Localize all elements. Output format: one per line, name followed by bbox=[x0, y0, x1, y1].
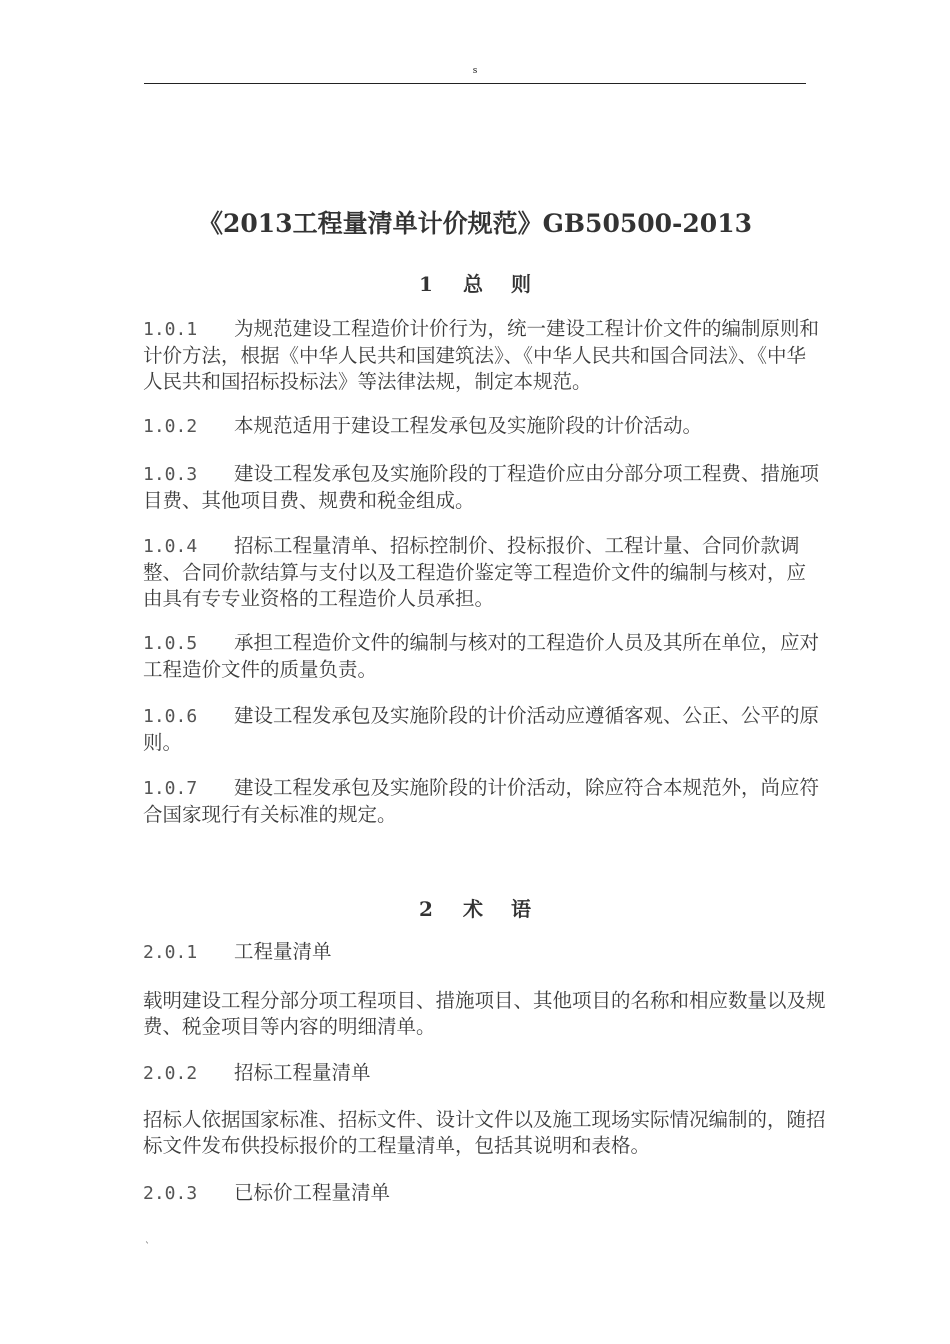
term-name: 已标价工程量清单 bbox=[234, 1181, 391, 1204]
chapter-name: 总则 bbox=[462, 272, 559, 296]
term-name: 工程量清单 bbox=[234, 940, 332, 963]
clause-number: 1.0.6 bbox=[143, 706, 198, 727]
term-definition: 载明建设工程分部分项工程项目、措施项目、其他项目的名称和相应数量以及规费、税金项目等内容的明细清单。 bbox=[143, 989, 826, 1038]
clause-text: 为规范建设工程造价计价行为，统一建设工程计价文件的编制原则和计价方法，根据《中华人民共和国建筑法》、《中华人民共和国合同法》、《中华人民共和国招标投标法》等法律法规，制定本规范。 bbox=[143, 317, 820, 393]
term-2-0-2 bbox=[143, 1060, 823, 1087]
clause-1-0-3 bbox=[143, 461, 823, 514]
clause-number: 2.0.2 bbox=[143, 1063, 198, 1084]
chapter-number: 2 bbox=[419, 897, 433, 921]
document-title: 《2013工程量清单计价规范》GB50500-2013 bbox=[198, 209, 752, 238]
clause-text: 承担工程造价文件的编制与核对的工程造价人员及其所在单位，应对工程造价文件的质量负责。 bbox=[143, 631, 820, 681]
clause-number: 1.0.7 bbox=[143, 778, 198, 799]
chapter-number: 1 bbox=[419, 272, 433, 296]
chapter-2-heading bbox=[0, 893, 950, 922]
clause-number: 2.0.3 bbox=[143, 1183, 198, 1204]
clause-1-0-1 bbox=[143, 316, 823, 395]
clause-number: 1.0.2 bbox=[143, 416, 198, 437]
clause-text: 建设工程发承包及实施阶段的计价活动应遵循客观、公正、公平的原则。 bbox=[143, 704, 820, 754]
term-name: 招标工程量清单 bbox=[234, 1061, 371, 1084]
clause-text: 本规范适用于建设工程发承包及实施阶段的计价活动。 bbox=[234, 414, 703, 437]
header-mark: s bbox=[472, 66, 478, 76]
clause-number: 1.0.3 bbox=[143, 464, 198, 485]
term-definition: 招标人依据国家标准、招标文件、设计文件以及施工现场实际情况编制的，随招标文件发布供投标报价的工程量清单，包括其说明和表格。 bbox=[143, 1108, 826, 1157]
term-2-0-3 bbox=[143, 1180, 823, 1207]
clause-number: 2.0.1 bbox=[143, 942, 198, 963]
clause-number: 1.0.1 bbox=[143, 319, 198, 340]
chapter-1-heading bbox=[0, 268, 950, 297]
clause-text: 建设工程发承包及实施阶段的丁程造价应由分部分项工程费、措施项目费、其他项目费、规费和税金组成。 bbox=[143, 462, 820, 512]
chapter-name: 术语 bbox=[462, 897, 559, 921]
clause-1-0-2 bbox=[143, 413, 823, 440]
header-rule bbox=[144, 83, 806, 84]
term-2-0-1 bbox=[143, 939, 823, 966]
clause-number: 1.0.4 bbox=[143, 536, 198, 557]
clause-text: 招标工程量清单、招标控制价、投标报价、工程计量、合同价款调整、合同价款结算与支付以及工程造价鉴定等工程造价文件的编制与核对，应由具有专专业资格的工程造价人员承担。 bbox=[143, 534, 807, 610]
clause-1-0-5 bbox=[143, 630, 823, 683]
clause-text: 建设工程发承包及实施阶段的计价活动，除应符合本规范外，尚应符合国家现行有关标准的规定。 bbox=[143, 776, 820, 826]
clause-1-0-4 bbox=[143, 533, 823, 612]
footer-mark: ` bbox=[145, 1242, 150, 1253]
clause-1-0-6 bbox=[143, 703, 823, 756]
clause-number: 1.0.5 bbox=[143, 633, 198, 654]
clause-1-0-7 bbox=[143, 775, 823, 828]
